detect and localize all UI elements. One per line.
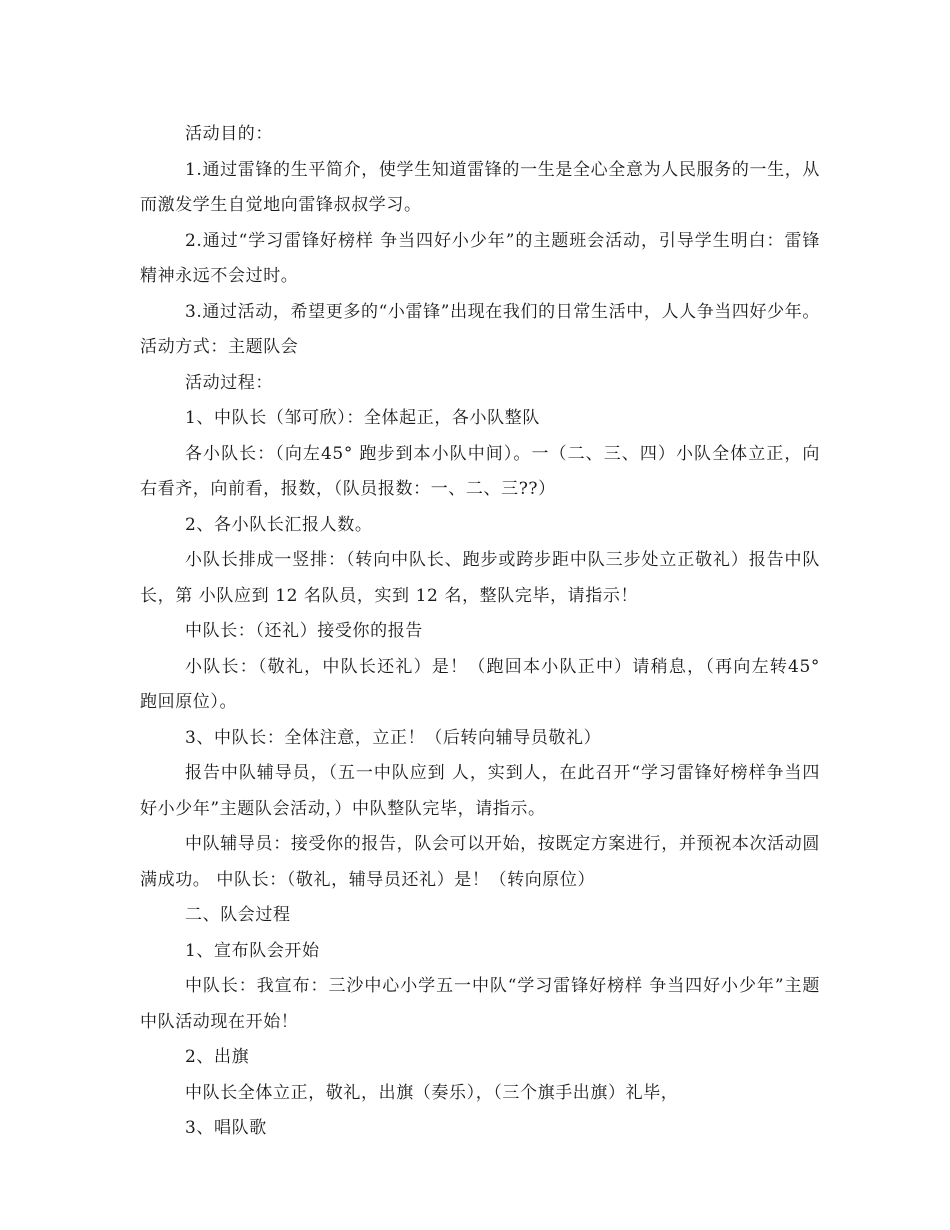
paragraph: 中队长：（还礼）接受你的报告 <box>185 621 423 641</box>
paragraph: 1.通过雷锋的生平简介，使学生知道雷锋的一生是全心全意为人民服务的一生，从而激发学生自觉地向雷锋叔叔学习。 <box>140 159 820 215</box>
paragraph: 各小队长：（向左45° 跑步到本小队中间）。一（二、三、四）小队全体立正，向右看齐，向前看，报数，（队员报数：一、二、三??） <box>140 443 820 499</box>
paragraph: 小队长：（敬礼，中队长还礼）是！（跑回本小队正中）请稍息，（再向左转45° 跑回原位）。 <box>140 656 820 712</box>
paragraph: 小队长排成一竖排：（转向中队长、跑步或跨步距中队三步处立正敬礼）报告中队长，第 小队应到 12 名队员，实到 12 名，整队完毕，请指示！ <box>140 550 820 606</box>
paragraph: 中队辅导员：接受你的报告，队会可以开始，按既定方案进行，并预祝本次活动圆满成功。 中队长：（敬礼，辅导员还礼）是！（转向原位） <box>140 834 820 890</box>
paragraph: 3.通过活动，希望更多的“小雷锋”出现在我们的日常生活中，人人争当四好少年。 活动方式：主题队会 <box>140 301 820 357</box>
paragraph: 3、唱队歌 <box>185 1118 267 1138</box>
paragraph: 1、宣布队会开始 <box>185 940 320 961</box>
paragraph: 活动目的： <box>185 124 273 144</box>
paragraph: 活动过程： <box>185 372 273 393</box>
paragraph: 1、中队长（邹可欣）：全体起正，各小队整队 <box>185 408 540 428</box>
paragraph: 2、出旗 <box>185 1047 250 1067</box>
paragraph: 中队长：我宣布：三沙中心小学五一中队“学习雷锋好榜样 争当四好小少年”主题中队活动现在开始！ <box>140 976 820 1032</box>
paragraph: 中队长全体立正，敬礼，出旗（奏乐），（三个旗手出旗）礼毕， <box>185 1082 679 1103</box>
paragraph: 3、中队长：全体注意，立正！（后转向辅导员敬礼） <box>185 727 602 748</box>
paragraph: 2.通过“学习雷锋好榜样 争当四好小少年”的主题班会活动，引导学生明白：雷锋精神永远不会过时。 <box>140 230 820 286</box>
document-body <box>140 117 820 1147</box>
paragraph: 2、各小队长汇报人数。 <box>185 514 373 535</box>
section-heading: 二、队会过程 <box>185 905 291 925</box>
paragraph: 报告中队辅导员，（五一中队应到 人，实到人，在此召开“学习雷锋好榜样争当四好小少年”主题队会活动，）中队整队完毕，请指示。 <box>140 763 820 819</box>
